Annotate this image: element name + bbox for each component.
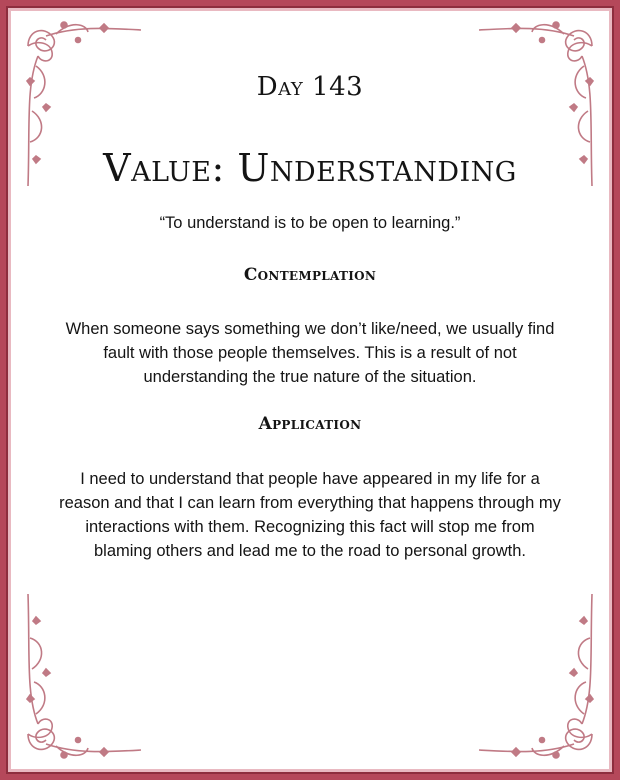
day-label: Day 143 — [256, 72, 364, 102]
contemplation-heading: Contemplation — [243, 265, 377, 285]
quote-text: “To understand is to be open to learning.” — [159, 214, 461, 232]
corner-ornament-bottom-left — [16, 589, 146, 764]
corner-ornament-bottom-right — [474, 589, 604, 764]
value-title: Value: Understanding — [103, 146, 517, 190]
application-heading: Application — [258, 414, 362, 434]
application-paragraph: I need to understand that people have appeared in my life for a reason and that I can learn from everything that happens through my interactions with them. Recognizing this fact will stop me from blaming others and lead me to the road to personal growth. — [59, 470, 561, 560]
contemplation-paragraph: When someone says something we don’t like/need, we usually find fault with those people themselves. This is a result of not understanding the true nature of the situation. — [65, 320, 555, 386]
page-sheet — [6, 6, 614, 774]
